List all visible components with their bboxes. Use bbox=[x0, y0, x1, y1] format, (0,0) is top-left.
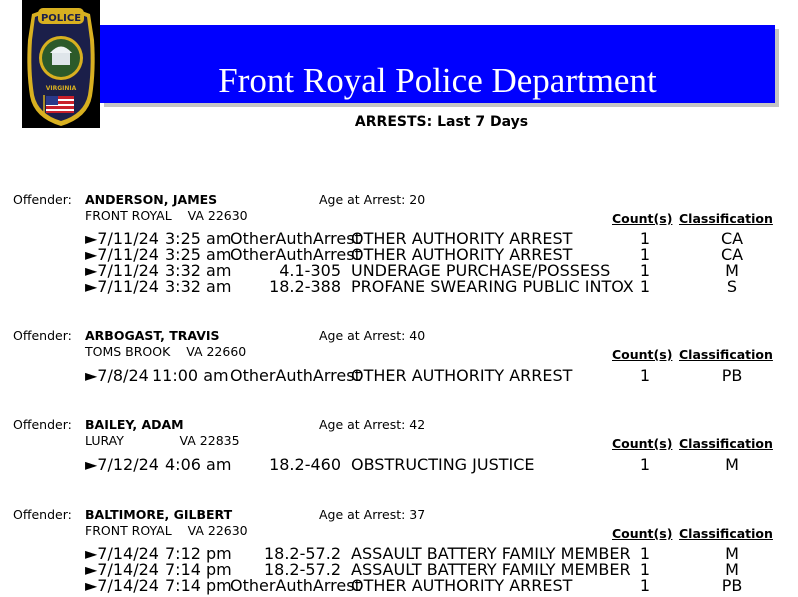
charge-time: 4:06 am bbox=[165, 455, 232, 474]
charge-row bbox=[0, 560, 798, 579]
charge-count: 1 bbox=[639, 576, 651, 595]
classification-header: Classification bbox=[679, 436, 773, 451]
count-header: Count(s) bbox=[612, 526, 673, 541]
offender-address: LURAY VA 22835 bbox=[85, 433, 240, 448]
offender-name: BALTIMORE, GILBERT bbox=[85, 507, 233, 522]
charge-classification: CA bbox=[720, 229, 744, 248]
offender-label: Offender: bbox=[13, 192, 72, 207]
charge-classification: PB bbox=[721, 366, 743, 385]
charge-count: 1 bbox=[639, 560, 651, 579]
charge-time: 3:25 am bbox=[165, 245, 232, 264]
charge-description: OTHER AUTHORITY ARREST bbox=[351, 576, 573, 595]
charge-classification: CA bbox=[720, 245, 744, 264]
offender-label: Offender: bbox=[13, 507, 72, 522]
charge-count: 1 bbox=[639, 366, 651, 385]
offender-address: FRONT ROYAL VA 22630 bbox=[85, 523, 248, 538]
charge-code: 18.2-57.2 bbox=[263, 560, 341, 579]
charge-classification: M bbox=[725, 455, 739, 474]
charge-description: PROFANE SWEARING PUBLIC INTOX bbox=[351, 277, 634, 296]
charge-description: OTHER AUTHORITY ARREST bbox=[351, 245, 573, 264]
offender-label: Offender: bbox=[13, 328, 72, 343]
charge-date: ►7/11/24 bbox=[85, 245, 159, 264]
charge-code: OtherAuthArrest bbox=[230, 245, 361, 264]
charge-date: ►7/14/24 bbox=[85, 576, 159, 595]
charge-count: 1 bbox=[639, 277, 651, 296]
offender-age: Age at Arrest: 42 bbox=[319, 417, 426, 432]
charge-time: 3:25 am bbox=[165, 229, 232, 248]
charge-classification: PB bbox=[721, 576, 743, 595]
report-subtitle: ARRESTS: Last 7 Days bbox=[354, 114, 529, 130]
charge-description: ASSAULT BATTERY FAMILY MEMBER bbox=[351, 544, 631, 563]
charge-date: ►7/11/24 bbox=[85, 277, 159, 296]
charge-description: OTHER AUTHORITY ARREST bbox=[351, 366, 573, 385]
charge-row bbox=[0, 366, 798, 385]
offender-name: ARBOGAST, TRAVIS bbox=[85, 328, 220, 343]
offender-age: Age at Arrest: 37 bbox=[319, 507, 426, 522]
offender-age: Age at Arrest: 20 bbox=[319, 192, 426, 207]
charge-date: ►7/11/24 bbox=[85, 229, 159, 248]
offender-name: BAILEY, ADAM bbox=[85, 417, 184, 432]
charge-date: ►7/12/24 bbox=[85, 455, 159, 474]
charge-date: ►7/14/24 bbox=[85, 560, 159, 579]
charge-code: OtherAuthArrest bbox=[230, 576, 361, 595]
charge-classification: M bbox=[725, 560, 739, 579]
charge-count: 1 bbox=[639, 544, 651, 563]
police-badge-logo bbox=[22, 0, 100, 128]
charge-code: 4.1-305 bbox=[279, 261, 341, 280]
charge-count: 1 bbox=[639, 245, 651, 264]
page-title: Front Royal Police Department bbox=[218, 61, 657, 100]
count-header: Count(s) bbox=[612, 211, 673, 226]
charge-code: 18.2-57.2 bbox=[263, 544, 341, 563]
charge-row bbox=[0, 576, 798, 595]
charge-time: 11:00 am bbox=[152, 366, 229, 385]
offender-address: TOMS BROOK VA 22660 bbox=[85, 344, 247, 359]
charge-date: ►7/11/24 bbox=[85, 261, 159, 280]
charge-row bbox=[0, 455, 798, 474]
charge-time: 7:14 pm bbox=[165, 576, 232, 595]
charge-time: 7:12 pm bbox=[165, 544, 232, 563]
charge-classification: S bbox=[726, 277, 738, 296]
count-header: Count(s) bbox=[612, 436, 673, 451]
badge-text-virginia: VIRGINIA bbox=[45, 85, 77, 92]
charge-count: 1 bbox=[639, 455, 651, 474]
charge-time: 7:14 pm bbox=[165, 560, 232, 579]
charge-description: OBSTRUCTING JUSTICE bbox=[351, 455, 535, 474]
charge-count: 1 bbox=[639, 261, 651, 280]
charge-code: 18.2-388 bbox=[269, 277, 341, 296]
charge-description: UNDERAGE PURCHASE/POSSESS bbox=[351, 261, 611, 280]
count-header: Count(s) bbox=[612, 347, 673, 362]
charge-time: 3:32 am bbox=[165, 261, 232, 280]
offender-name: ANDERSON, JAMES bbox=[85, 192, 218, 207]
classification-header: Classification bbox=[679, 347, 773, 362]
police-badge-icon bbox=[22, 0, 100, 128]
charge-time: 3:32 am bbox=[165, 277, 232, 296]
header-banner bbox=[100, 25, 775, 103]
charge-description: ASSAULT BATTERY FAMILY MEMBER bbox=[351, 560, 631, 579]
charge-row bbox=[0, 261, 798, 280]
charge-code: OtherAuthArrest bbox=[230, 229, 361, 248]
charge-count: 1 bbox=[639, 229, 651, 248]
charge-row bbox=[0, 277, 798, 296]
charge-code: OtherAuthArrest bbox=[230, 366, 361, 385]
classification-header: Classification bbox=[679, 526, 773, 541]
offender-label: Offender: bbox=[13, 417, 72, 432]
charge-row bbox=[0, 245, 798, 264]
classification-header: Classification bbox=[679, 211, 773, 226]
charge-row bbox=[0, 229, 798, 248]
charge-classification: M bbox=[725, 261, 739, 280]
offender-age: Age at Arrest: 40 bbox=[319, 328, 426, 343]
charge-classification: M bbox=[725, 544, 739, 563]
charge-code: 18.2-460 bbox=[269, 455, 341, 474]
charge-date: ►7/14/24 bbox=[85, 544, 159, 563]
badge-text-police: POLICE bbox=[40, 13, 82, 24]
offender-address: FRONT ROYAL VA 22630 bbox=[85, 208, 248, 223]
charge-date: ►7/8/24 bbox=[85, 366, 149, 385]
charge-description: OTHER AUTHORITY ARREST bbox=[351, 229, 573, 248]
charge-row bbox=[0, 544, 798, 563]
